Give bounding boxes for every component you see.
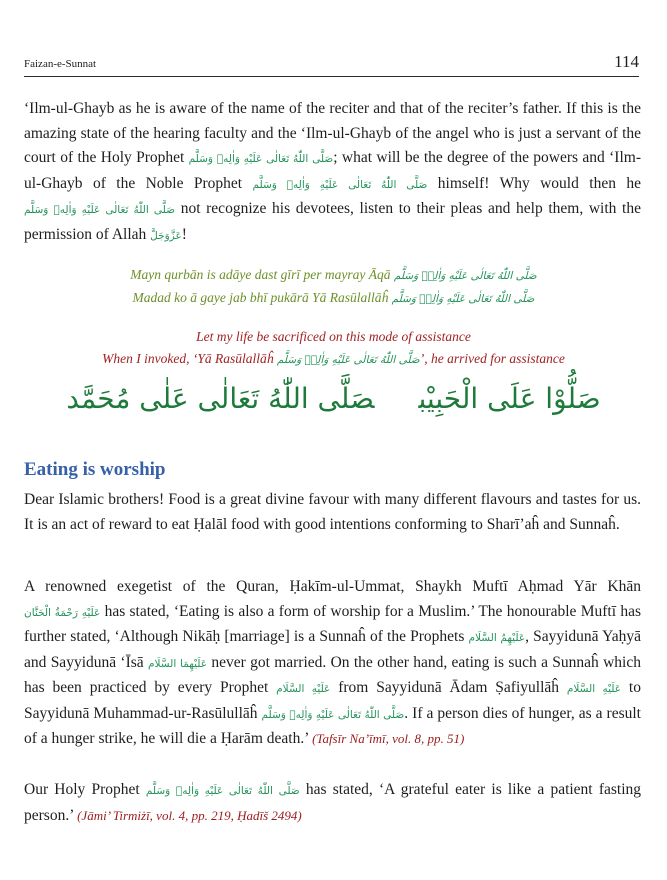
couplet-translation <box>0 326 667 371</box>
honorific-alayhimus-salam: عَلَيْهِمُ السَّلَام <box>468 632 526 644</box>
durood-part: صَلَّى اللّٰهُ تَعَالٰى عَلٰى مُحَمَّد <box>66 382 375 415</box>
text-run: ! <box>181 225 187 243</box>
paragraph-ilm-ul-ghayb <box>24 97 641 248</box>
couplet-line: Let my life be sacrificed on this mode of assistance <box>196 329 471 344</box>
honorific-alayhir-rahmah: عَلَيْهِ رَحْمَةُ الْحَنَّان <box>24 606 101 619</box>
section-heading: Eating is worship <box>24 459 166 480</box>
page-header <box>24 52 639 77</box>
honorific-alayhis-salam: عَلَيْهِ السَّلَام <box>566 683 622 695</box>
reference-citation: (Jāmi’ Tirmiżī, vol. 4, pp. 219, Ḥadīš 2494) <box>77 807 302 823</box>
honorific-alayhimas-salam: عَلَيْهِمَا السَّلَام <box>147 657 208 670</box>
text-run: ‘Ilm-ul-Ghayb as he is aware of the name of the reciter and that of the reciter’s father. If this is the amazing state of the hearing faculty and the ‘Ilm-ul-Ghayb of the angel who is just a servant of the court of the Holy Prophet <box>24 100 641 166</box>
honorific-sallallahu: صَلَّى اللّٰهُ تَعَالٰى عَلَيْهِ وَاٰلِهٖ وَسَلَّم <box>393 270 537 282</box>
honorific-sallallahu: صَلَّى اللّٰهُ تَعَالٰى عَلَيْهِ وَاٰلِهٖ وَسَلَّم <box>276 354 420 366</box>
honorific-sallallahu: صَلَّى اللّٰهُ تَعَالٰى عَلَيْهِ وَاٰلِهٖ وَسَلَّم <box>24 204 176 216</box>
honorific-sallallahu: صَلَّى اللّٰهُ تَعَالٰى عَلَيْهِ وَاٰلِهٖ وَسَلَّم <box>145 785 300 797</box>
honorific-alayhis-salam: عَلَيْهِ السَّلَام <box>276 683 331 695</box>
honorific-sallallahu: صَلَّى اللّٰهُ تَعَالٰى عَلَيْهِ وَاٰلِهٖ وَسَلَّم <box>188 153 334 165</box>
couplet-transliteration <box>0 264 667 310</box>
durood-calligraphy <box>0 382 667 415</box>
honorific-azza-wa-jalla: عَزَّوَجَلَّ <box>150 229 182 242</box>
paragraph-worship: A renowned exegetist of the Quran, Ḥakīm-ul-Ummat, Shaykh Muftī Aḥmad Yār Khān عَلَيْهِ رَحْمَةُ الْحَنَّان has stated, ‘Eating is also a form of worship for a Muslim.’ The honourable Muftī has further stated, ‘Although Nikāḥ [marriage] is a Sunnaĥ of the Prophets عَلَيْهِمُ السَّلَام, Sayyidunā Yaḥyā and Sayyidunā ‘Īsā عَلَيْهِمَا السَّلَام never got married. On the other hand, eating is such a Sunnaĥ which has been practiced by every Prophet عَلَيْهِ السَّلَام from Sayyidunā Ādam Ṣafiyullāĥ عَلَيْهِ السَّلَام to Sayyidunā Muhammad-ur-Rasūlullāĥ صَلَّى اللّٰهُ تَعَالٰى عَلَيْهِ وَاٰلِهٖ وَسَلَّم. If a person dies of hunger, as a result of a hunger strike, he will die a Ḥarām death.’ (Tafsīr Na’īmī, vol. 8, pp. 51) <box>24 578 642 747</box>
honorific-sallallahu: صَلَّى اللّٰهُ تَعَالٰى عَلَيْهِ وَاٰلِهٖ وَسَلَّم <box>261 708 405 721</box>
running-title: Faizan-e-Sunnat <box>24 58 97 70</box>
couplet-line: Mayn qurbān is adāye dast gīrī per mayray Āqā صَلَّى اللّٰهُ تَعَالٰى عَلَيْهِ وَاٰلِهٖ وَسَلَّم <box>130 267 537 282</box>
page-number: 114 <box>614 52 639 71</box>
honorific-sallallahu: صَلَّى اللّٰهُ تَعَالٰى عَلَيْهِ وَاٰلِهٖ وَسَلَّم <box>252 178 428 191</box>
text-run: ; what will be the degree of the powers and ‘Ilm-ul-Ghayb of the Noble Prophet <box>24 149 641 192</box>
text-run: not recognize his devotees, listen to their pleas and help them, with the permission of Allah <box>24 200 641 243</box>
couplet-line: When I invoked, ‘Yā Rasūlallāĥ صَلَّى اللّٰهُ تَعَالٰى عَلَيْهِ وَاٰلِهٖ وَسَلَّم’, he arrived for assistance <box>102 351 565 366</box>
couplet-line: Madad ko ā gaye jab bhī pukārā Yā Rasūlallāĥ صَلَّى اللّٰهُ تَعَالٰى عَلَيْهِ وَاٰلِهٖ وَسَلَّم <box>132 290 535 305</box>
durood-part: صَلُّوْا عَلَى الْحَبِيْب <box>418 382 601 415</box>
text-run: himself! Why would then he <box>427 174 641 192</box>
honorific-sallallahu: صَلَّى اللّٰهُ تَعَالٰى عَلَيْهِ وَاٰلِهٖ وَسَلَّم <box>391 293 535 305</box>
paragraph-grateful-eater: Our Holy Prophet صَلَّى اللّٰهُ تَعَالٰى عَلَيْهِ وَاٰلِهٖ وَسَلَّم has stated, ‘A grateful eater is like a patient fasting person.’ (Jāmi’ Tirmiżī, vol. 4, pp. 219, Ḥadīš 2494) <box>24 781 641 824</box>
reference-citation: (Tafsīr Na’īmī, vol. 8, pp. 51) <box>312 731 465 746</box>
paragraph-food-favour: Dear Islamic brothers! Food is a great divine favour with many different flavours and tastes for us. It is an act of reward to eat Ḥalāl food with good intentions conforming to Sharī’aĥ and Sunnaĥ. <box>24 491 641 533</box>
